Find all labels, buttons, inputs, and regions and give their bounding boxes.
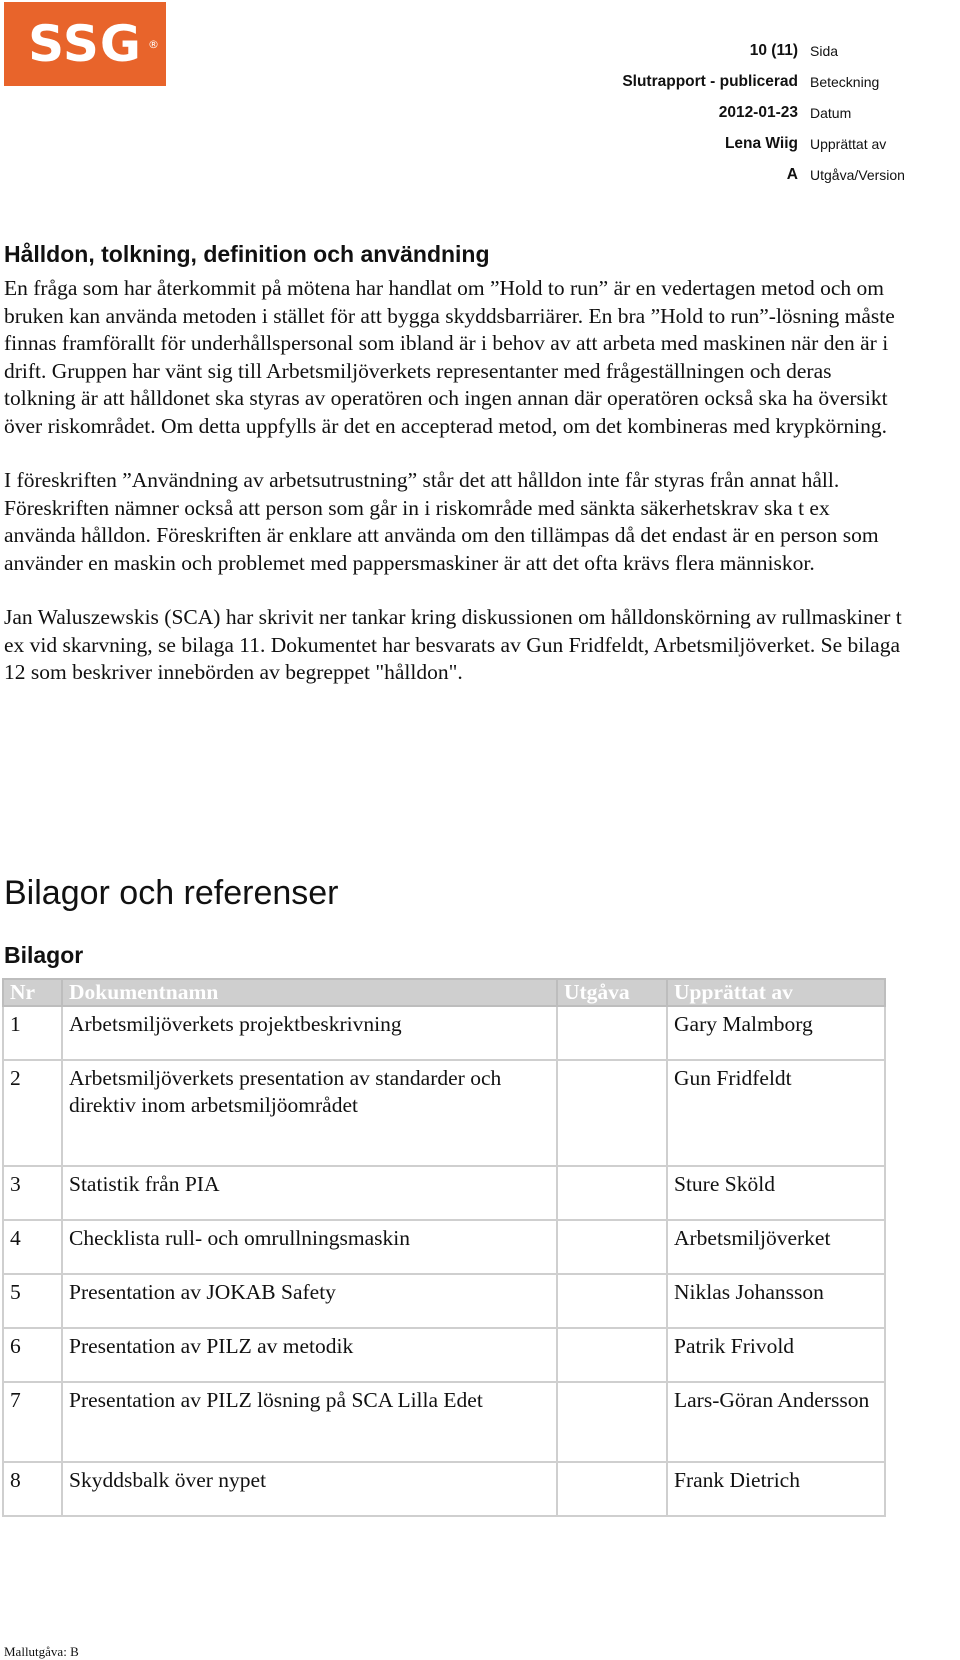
- cell-nr: 2: [3, 1060, 62, 1166]
- table-row: [3, 1328, 885, 1382]
- meta-value: Slutrapport - publicerad: [622, 72, 798, 90]
- meta-row-version: [460, 159, 960, 190]
- column-header-document: Dokumentnamn: [62, 979, 557, 1006]
- table-row: [3, 1006, 885, 1060]
- cell-author: Patrik Frivold: [667, 1328, 885, 1382]
- paragraph: Jan Waluszewskis (SCA) har skrivit ner tankar kring diskussionen om hålldonskörning av rullmaskiner t ex vid skarvning, se bilaga 11. Dokumentet har besvarats av Gun Fridfeldt, Arbetsmiljöverket. Se bilaga 12 som beskriver innebörden av begreppet "hålldon".: [4, 605, 902, 684]
- meta-key: Upprättat av: [810, 135, 887, 152]
- template-version-footer: Mallutgåva: B: [4, 1644, 79, 1659]
- table-row: [3, 1060, 885, 1166]
- table-row: [3, 1220, 885, 1274]
- cell-document: Presentation av JOKAB Safety: [62, 1274, 557, 1328]
- meta-key: Beteckning: [810, 73, 880, 90]
- cell-version: [557, 1060, 667, 1166]
- cell-author: Sture Sköld: [667, 1166, 885, 1220]
- registered-mark: ®: [148, 38, 159, 51]
- cell-author: Gary Malmborg: [667, 1006, 885, 1060]
- attachments-heading: Bilagor: [4, 942, 84, 968]
- column-header-version: Utgåva: [557, 979, 667, 1006]
- attachments-table: [2, 978, 886, 1517]
- ssg-logo: [4, 2, 166, 86]
- references-heading: Bilagor och referenser: [4, 874, 339, 912]
- cell-version: [557, 1462, 667, 1516]
- meta-key: Datum: [810, 104, 852, 121]
- cell-version: [557, 1166, 667, 1220]
- cell-version: [557, 1328, 667, 1382]
- cell-author: Frank Dietrich: [667, 1462, 885, 1516]
- cell-nr: 7: [3, 1382, 62, 1462]
- table-row: [3, 1462, 885, 1516]
- section-heading: Hålldon, tolkning, definition och användning: [4, 241, 490, 267]
- meta-key: Utgåva/Version: [810, 166, 905, 183]
- cell-nr: 4: [3, 1220, 62, 1274]
- cell-version: [557, 1220, 667, 1274]
- document-meta: [460, 35, 960, 190]
- meta-row-designation: [460, 66, 960, 97]
- table-row: [3, 1382, 885, 1462]
- meta-key: Sida: [810, 42, 839, 59]
- cell-version: [557, 1274, 667, 1328]
- meta-value: 10 (11): [749, 41, 798, 59]
- cell-version: [557, 1006, 667, 1060]
- cell-document: Presentation av PILZ av metodik: [62, 1328, 557, 1382]
- section-body: [4, 275, 904, 714]
- cell-version: [557, 1382, 667, 1462]
- cell-document: Checklista rull- och omrullningsmaskin: [62, 1220, 557, 1274]
- cell-nr: 3: [3, 1166, 62, 1220]
- cell-document: Arbetsmiljöverkets projektbeskrivning: [62, 1006, 557, 1060]
- meta-row-page: [460, 35, 960, 66]
- table-row: [3, 1274, 885, 1328]
- column-header-author: Upprättat av: [667, 979, 885, 1006]
- meta-row-date: [460, 97, 960, 128]
- cell-document: Arbetsmiljöverkets presentation av standarder och direktiv inom arbetsmiljöområdet: [62, 1060, 557, 1166]
- cell-nr: 5: [3, 1274, 62, 1328]
- cell-author: Gun Fridfeldt: [667, 1060, 885, 1166]
- paragraph: En fråga som har återkommit på mötena har handlat om ”Hold to run” är en vedertagen metod och om bruken kan använda metoden i stället för att bygga skyddsbarriärer. En bra ”Hold to run”-lösning måste finnas framförallt för underhållspersonal som ibland är i behov av att arbeta med maskinen när den är i drift. Gruppen har vänt sig till Arbetsmiljöverkets representanter med frågeställningen och deras tolkning är att hålldonet ska styras av operatören och ingen annan där operatören också ska ha översikt över riskområdet. Om detta uppfylls är det en accepterad metod, om det kombineras med krypkörning.: [4, 276, 895, 438]
- cell-document: Skyddsbalk över nypet: [62, 1462, 557, 1516]
- meta-value: Lena Wiig: [724, 134, 798, 152]
- logo-text: SSG: [28, 15, 142, 73]
- cell-document: Statistik från PIA: [62, 1166, 557, 1220]
- cell-document: Presentation av PILZ lösning på SCA Lilla Edet: [62, 1382, 557, 1462]
- meta-row-author: [460, 128, 960, 159]
- meta-value: 2012-01-23: [718, 103, 798, 121]
- cell-author: Arbetsmiljöverket: [667, 1220, 885, 1274]
- cell-nr: 8: [3, 1462, 62, 1516]
- table-row: [3, 1166, 885, 1220]
- cell-nr: 6: [3, 1328, 62, 1382]
- column-header-nr: Nr: [3, 979, 62, 1006]
- table-header-row: [3, 979, 885, 1006]
- cell-nr: 1: [3, 1006, 62, 1060]
- paragraph: I föreskriften ”Användning av arbetsutrustning” står det att hålldon inte får styras från annat håll. Föreskriften nämner också att person som går in i riskområde med sänkta säkerhetskrav ska t ex använda hålldon. Föreskriften är enklare att använda om den tillämpas då det endast är en person som använder en maskin och problemet med pappersmaskiner är att det ofta krävs flera människor.: [4, 468, 879, 575]
- cell-author: Lars-Göran Andersson: [667, 1382, 885, 1462]
- meta-value: A: [786, 165, 798, 183]
- cell-author: Niklas Johansson: [667, 1274, 885, 1328]
